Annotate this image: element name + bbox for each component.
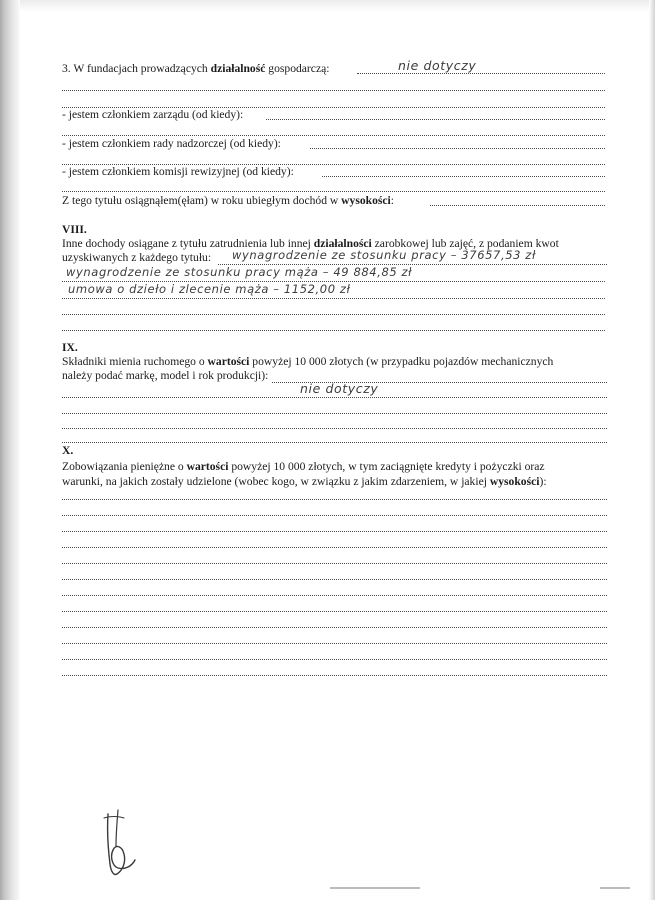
scan-top-edge-shadow: [20, 0, 655, 12]
ix-handwritten-answer: nie dotyczy: [300, 381, 379, 396]
rada-answer-line: [310, 147, 605, 149]
komisja-blank-line: [62, 190, 605, 192]
section-x-line2: warunki, na jakich zostały udzielone (wobec kogo, w związku z jakim zdarzeniem, w jakiej wysokości):: [62, 475, 547, 488]
section-viii-heading: VIII.: [62, 223, 87, 236]
fundacje-label: 3. W fundacjach prowadzących działalność gospodarczą:: [62, 62, 330, 75]
x-answer-line: [62, 498, 607, 500]
section-x-heading: X.: [62, 444, 74, 457]
x-answer-line: [62, 530, 607, 532]
fundacje-handwritten-answer: nie dotyczy: [398, 58, 477, 73]
scan-right-edge-shadow: [649, 0, 655, 900]
komisja-answer-line: [322, 175, 605, 177]
section-viii-line2: uzyskiwanych z każdego tytułu:: [62, 251, 212, 264]
fundacje-blank-line: [62, 89, 605, 91]
x-answer-line: [62, 594, 607, 596]
zarzad-blank-line: [62, 134, 605, 136]
rada-nadzorcza-label: - jestem członkiem rady nadzorczej (od kiedy):: [62, 137, 281, 150]
viii-blank-line: [62, 313, 605, 315]
scan-artifact: [600, 887, 630, 889]
zarzad-answer-line: [266, 118, 605, 120]
section-ix-line2: należy podać markę, model i rok produkcji):: [62, 369, 269, 382]
x-answer-line: [62, 514, 607, 516]
ix-blank-line: [62, 427, 607, 429]
fundacje-income-label: Z tego tytułu osiągnąłem(ęłam) w roku ubiegłym dochód w wysokości:: [62, 194, 394, 207]
x-answer-line: [62, 658, 607, 660]
handwritten-signature: [98, 808, 138, 880]
section-ix-line1: Składniki mienia ruchomego o wartości powyżej 10 000 złotych (w przypadku pojazdów mechanicznych: [62, 355, 554, 368]
fundacje-answer-line: [357, 72, 605, 74]
x-answer-line: [62, 626, 607, 628]
ix-blank-line: [62, 441, 607, 443]
x-answer-line: [62, 610, 607, 612]
section-viii-line1: Inne dochody osiągane z tytułu zatrudnienia lub innej działalności zarobkowej lub zajęć, z podaniem kwot: [62, 237, 559, 250]
x-answer-line: [62, 578, 607, 580]
viii-answer-line: [62, 297, 605, 299]
x-answer-line: [62, 562, 607, 564]
viii-handwritten-line-2: wynagrodzenie ze stosunku pracy mąża – 49 884,85 zł: [66, 265, 413, 279]
viii-handwritten-line-1: wynagrodzenie ze stosunku pracy – 37657,53 zł: [232, 248, 536, 262]
x-answer-line: [62, 546, 607, 548]
zarzad-label: - jestem członkiem zarządu (od kiedy):: [62, 108, 244, 121]
viii-blank-line: [62, 329, 605, 331]
scan-artifact: [330, 887, 420, 889]
viii-handwritten-line-3: umowa o dzieło i zlecenie mąża – 1152,00 zł: [68, 282, 351, 296]
x-answer-line: [62, 642, 607, 644]
ix-blank-line: [62, 412, 607, 414]
fundacje-income-line: [430, 204, 605, 206]
section-ix-heading: IX.: [62, 341, 78, 354]
ix-answer-line: [62, 396, 607, 398]
x-answer-line: [62, 674, 607, 676]
komisja-rewizyjna-label: - jestem członkiem komisji rewizyjnej (od kiedy):: [62, 165, 294, 178]
section-x-line1: Zobowiązania pieniężne o wartości powyżej 10 000 złotych, w tym zaciągnięte kredyty i pożyczki oraz: [62, 460, 545, 473]
scan-left-edge-shadow: [0, 0, 20, 900]
